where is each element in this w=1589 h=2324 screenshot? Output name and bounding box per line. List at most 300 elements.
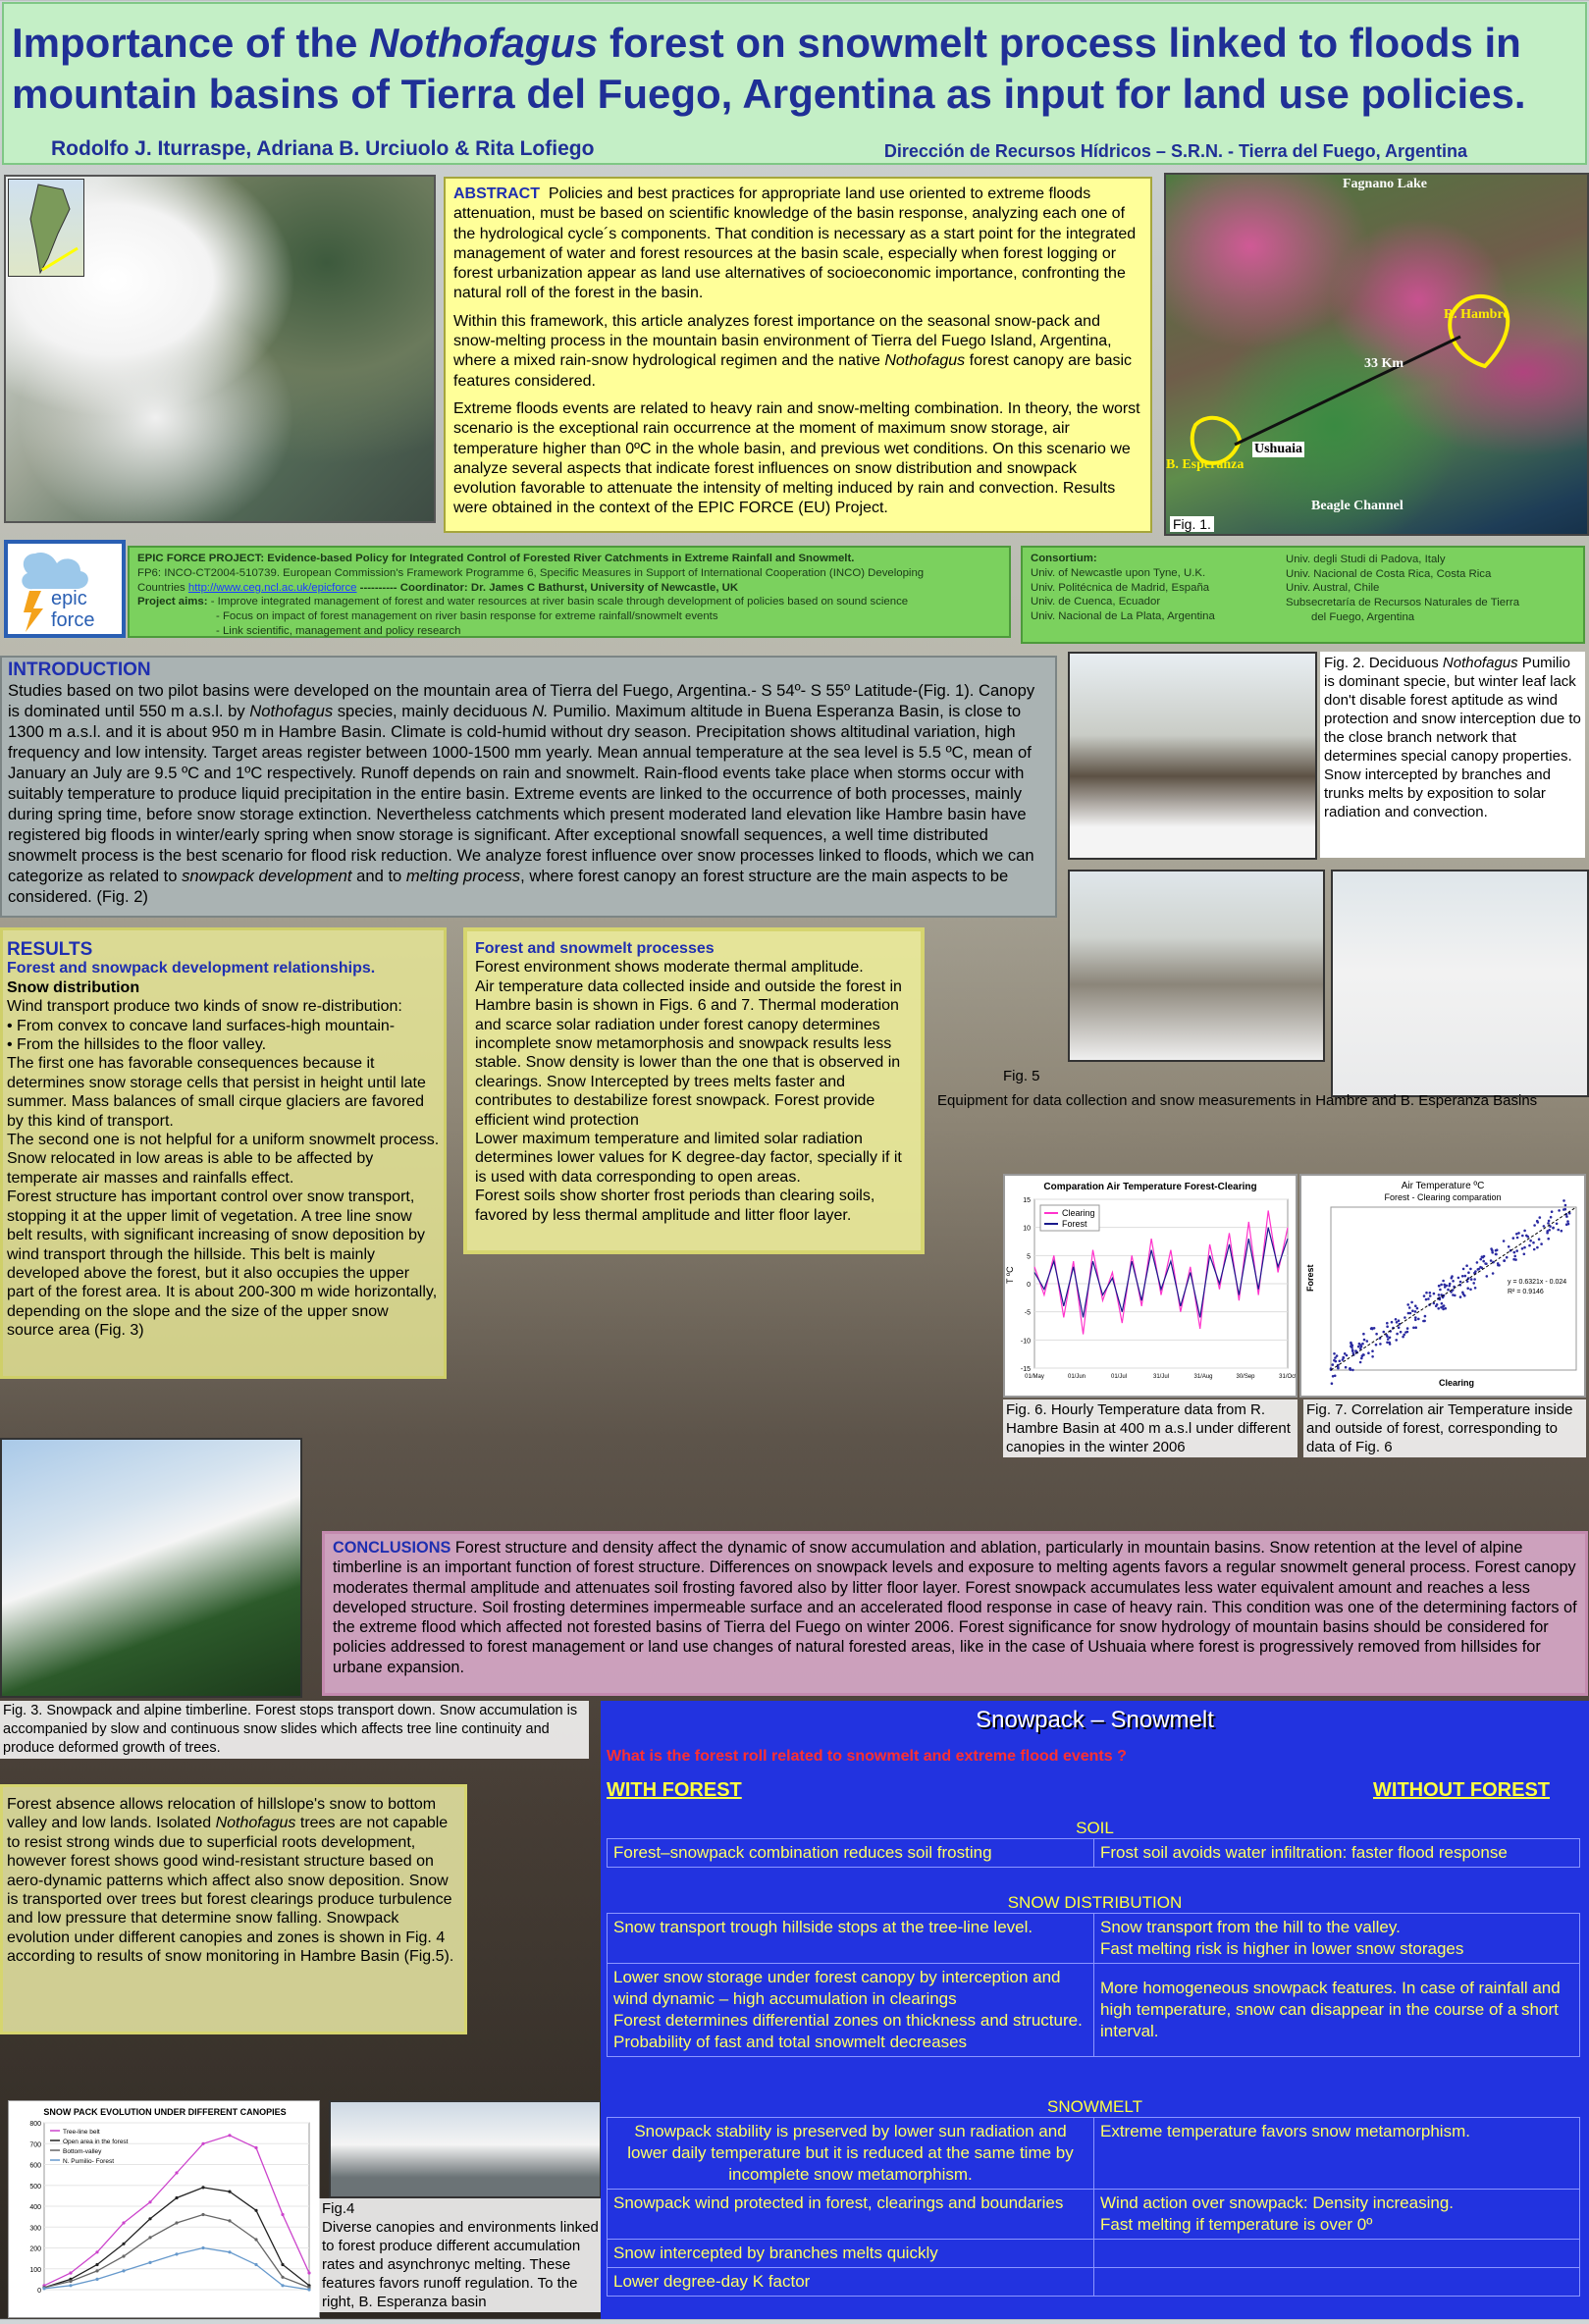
scatter-point [1423,1294,1426,1297]
scatter-point [1459,1281,1462,1284]
scatter-point [1398,1326,1401,1329]
scatter-point [1567,1223,1570,1226]
scatter-point [1440,1284,1443,1287]
series-point [228,2250,231,2253]
series-point [122,2254,125,2257]
scatter-point [1379,1343,1382,1346]
series-point [307,2271,310,2274]
epic-title: EPIC FORCE PROJECT: Evidence-based Policy for Integrated Control of Forested River Catchments in Extreme Rainfall and Snowmelt. [137,553,855,564]
scatter-point [1334,1356,1337,1359]
scatter-point [1474,1287,1477,1290]
scatter-point [1536,1220,1539,1223]
scatter-point [1408,1306,1411,1309]
scatter-point [1386,1342,1389,1345]
y-tick-label: 0 [1027,1282,1031,1289]
consortium-member: del Fuego, Argentina [1311,610,1415,623]
map-label-hambre: R. Hambre [1444,307,1510,322]
y-tick-label: 700 [29,2141,41,2149]
scatter-point [1521,1247,1524,1250]
scatter-point [1551,1210,1554,1213]
consortium-member: Univ. Nacional de La Plata, Argentina [1031,610,1215,623]
epic-aim2: - Focus on impact of forest management on river basin response for extreme rainfall/snowmelt events [216,610,718,623]
scatter-point [1391,1321,1394,1324]
scatter-point [1403,1334,1405,1337]
series-point [307,2288,310,2291]
fig4-snowpack-chart [8,2100,320,2318]
table-cell: Snowpack wind protected in forest, clearings and boundaries [613,2193,1064,2212]
series-point [175,2252,178,2255]
epic-line2: FP6: INCO-CT2004-510739. European Commission's Framework Programme 6, Specific Measures in Support of International Cooperation (INCO) Developing [137,566,925,579]
scatter-point [1497,1264,1500,1267]
scatter-point [1462,1268,1465,1271]
snowpack-title: Snowpack – Snowmelt [976,1707,1214,1733]
scatter-point [1395,1318,1398,1321]
map-label-distance: 33 Km [1364,356,1404,371]
scatter-point [1395,1339,1398,1342]
scatter-point [1492,1272,1495,1275]
consortium-heading: Consortium: [1031,553,1097,564]
scatter-point [1360,1357,1363,1360]
table-cell: Wind action over snowpack: Density increasing. Fast melting if temperature is over 0º [1093,2190,1579,2239]
scatter-point [1406,1303,1409,1306]
series-point [201,2213,204,2216]
epic-aim3: - Link scientific, management and policy research [216,624,461,637]
consortium-member: Univ. of Newcastle upon Tyne, U.K. [1031,566,1206,579]
abstract-p1: Policies and best practices for appropriate land use oriented to extreme floods attenuation, must be based on scientific knowledge of the basin response, analyzing each one of the hydrological cycle´s components. That condition is necessary as a start point for the integrated management of water and forest resources at the basin scale, especially when forest logging or forest urbanization appear as land use alternatives of socioeconomic importance, confronting the natural roll of the forest in the basin. [453,185,1137,302]
fig4-esperanza-photo [329,2100,602,2198]
scatter-point [1447,1289,1450,1292]
fig5-label: Fig. 5 [1003,1068,1040,1084]
scatter-point [1389,1337,1392,1340]
scatter-point [1359,1361,1362,1364]
series-point [148,2261,151,2264]
table-cell: Snow transport from the hill to the valley. Fast melting risk is higher in lower snow storages [1093,1914,1579,1963]
abstract-box [444,177,1152,533]
scatter-point [1467,1271,1470,1274]
scatter-point [1361,1343,1364,1346]
table-row [608,1914,1579,1963]
y-tick-label: -10 [1020,1338,1031,1346]
scatter-point [1351,1349,1354,1352]
fig5-caption: Equipment for data collection and snow measurements in Hambre and B. Esperanza Basins [937,1092,1538,1109]
intro-body: Studies based on two pilot basins were developed on the mountain area of Tierra del Fuego, Argentina.- S 54º- S 55º Latitude-(Fig. 1). Canopy is dominated until 550 m a.s.l. by Nothofagus species, mainly deciduous N. Pumilio. Maximum altitude in Buena Esperanza Basin, is close to 1300 m a.s.l. and it is about 950 m in Hambre Basin. Climate is cold-humid without dry season. Precipitation shows altitudinal variation, high frequency and low intensity. Target areas register between 1000-1500 mm yearly. Mean annual temperature at the sea level is 5.5 ºC, mean of January an July are 9.5 ºC and 1ºC respectively. Runoff depends on rain and snowmelt. Rain-flood events take place when storms occur with suitably temperature to produce liquid precipitation in the entire basin. Extreme events are linked to the occurrence of both processes, mainly during spring time, before snow storage extinction. Nevertheless catchments which present moderated land elevation like Hambre basin have registered big floods in winter/early spring when snow storage is significant. After exceptional snowfall sequences, a well time distributed snowmelt process is the best scenario for flood risk reduction. We analyze forest influence over snow processes linked to floods, which we can categorize as related to snowpack development and to melting process, where forest canopy an forest structure are the main aspects to be considered. (Fig. 2) [8,681,1035,906]
scatter-point [1429,1294,1432,1297]
scatter-point [1406,1327,1409,1330]
series-point [201,2246,204,2249]
series-point [281,2263,284,2266]
fig7-xlabel: Clearing [1439,1378,1475,1388]
svg-text:epic: epic [51,588,87,609]
scatter-point [1495,1253,1498,1256]
results-section [0,927,447,1379]
scatter-point [1490,1247,1493,1250]
fig7-chart-subtitle: Forest - Clearing comparation [1384,1192,1502,1202]
scatter-point [1503,1259,1506,1262]
scatter-point [1481,1255,1484,1258]
scatter-point [1438,1285,1441,1288]
fig6-caption: Fig. 6. Hourly Temperature data from R. Hambre Basin at 400 m a.s.l under different canopies in the winter 2006 [1003,1400,1298,1457]
scatter-point [1386,1322,1389,1325]
series-point [95,2278,98,2281]
scatter-point [1416,1307,1419,1310]
series-point [281,2276,284,2279]
scatter-point [1512,1237,1515,1240]
table-cell: Snow transport trough hillside stops at the tree-line level. [613,1918,1033,1936]
scatter-point [1342,1356,1345,1359]
scatter-point [1547,1222,1550,1225]
fig7-chart-title: Air Temperature ºC [1401,1181,1485,1191]
scatter-point [1452,1280,1455,1283]
series-point [228,2191,231,2193]
map-label-lake: Fagnano Lake [1343,177,1427,191]
fig6-ylabel: T ºC [1005,1266,1015,1284]
fig6-chart-title: Comparation Air Temperature Forest-Clearing [1043,1182,1257,1192]
scatter-point [1469,1268,1472,1271]
scatter-point [1557,1229,1560,1232]
consortium-box [1021,546,1585,644]
intro-heading: INTRODUCTION [8,660,151,680]
scatter-point [1536,1246,1539,1249]
scatter-point [1513,1255,1516,1258]
x-tick-label: 01/May [1025,1374,1044,1380]
series-point [281,2284,284,2287]
scatter-point [1539,1216,1542,1219]
scatter-point [1486,1275,1489,1278]
scatter-point [1523,1246,1526,1249]
scatter-point [1429,1292,1432,1294]
results-subheading: Forest and snowpack development relationships. [7,960,376,977]
scatter-point [1523,1230,1526,1233]
scatter-point [1375,1344,1378,1347]
scatter-point [1332,1363,1335,1366]
forest-snowmelt-body: Forest environment shows moderate thermal amplitude. Air temperature data collected inside and outside the forest in Hambre basin is shown in Figs. 6 and 7. Thermal moderation and scarce solar radiation under forest canopy determines incomplete snow metamorphosis and snowpack results less stable. Snow density is lower than the one that is observed in clearings. Snow Intercepted by trees melts faster and contributes to destabilize forest snowpack. Forest provide efficient wind protection Lower maximum temperature and limited solar radiation determines lower values for K degree-day factor, specially if it is used with data corresponding to open areas. Forest soils show shorter frost periods than clearing soils, favored by less thermal amplitude and litter floor layer. [475,959,902,1224]
scatter-point [1457,1277,1460,1280]
scatter-point [1412,1327,1415,1330]
y-tick-label: 5 [1027,1253,1031,1261]
epic-line3: Countries http://www.ceg.ncl.ac.uk/epicforce ---------- Coordinator: Dr. James C Bathurst, University of Newcastle, UK [137,581,739,594]
scatter-point [1339,1360,1342,1363]
scatter-point [1442,1280,1445,1283]
scatter-point [1389,1343,1392,1346]
scatter-point [1517,1232,1520,1235]
svg-text:R² = 0.9146: R² = 0.9146 [1508,1289,1544,1295]
scatter-point [1533,1248,1536,1251]
consortium-member: Univ. degli Studi di Padova, Italy [1286,553,1446,565]
scatter-point [1375,1333,1378,1336]
scatter-point [1463,1294,1466,1297]
poster-title: Importance of the Nothofagus forest on snowmelt process linked to floods in mountain basins of Tierra del Fuego, Argentina as input for land use policies. [12,20,1526,117]
scatter-point [1363,1339,1366,1342]
scatter-point [1476,1261,1479,1264]
table-cell: Lower snow storage under forest canopy by interception and wind dynamic – high accumulation in clearings Forest determines differential zones on thickness and structure. Probability of fast and total snowmelt decreases [613,1968,1083,2051]
epic-link[interactable]: http://www.ceg.ncl.ac.uk/epicforce [187,581,357,594]
distribution-grid [607,1913,1580,2057]
fig5-photo-measurement [1331,870,1589,1097]
scatter-point [1482,1260,1485,1263]
scatter-point [1404,1316,1406,1319]
series-point [95,2269,98,2272]
fig7-correlation-chart [1299,1174,1586,1398]
scatter-point [1513,1251,1516,1254]
scatter-point [1333,1359,1336,1362]
scatter-point [1465,1264,1468,1267]
scatter-point [1472,1282,1475,1285]
abstract-heading: ABSTRACT [453,185,540,202]
scatter-point [1454,1294,1457,1297]
table-cell: More homogeneous snowpack features. In case of rainfall and high temperature, snow can disappear in the course of a short interval. [1093,1964,1579,2056]
conclusions-section [322,1531,1588,1696]
table-cell [1093,2240,1579,2267]
series-point [254,2263,257,2266]
series-point [175,2171,178,2174]
forest-snowmelt-heading: Forest and snowmelt processes [475,940,715,957]
scatter-point [1546,1230,1549,1233]
scatter-point [1558,1209,1561,1212]
scatter-point [1448,1285,1451,1288]
series-point [254,2238,257,2241]
scatter-point [1398,1319,1401,1322]
scatter-point [1566,1220,1569,1223]
series-point [254,2146,257,2149]
y-tick-label: 0 [37,2288,41,2295]
table-cell: Snow intercepted by branches melts quickly [613,2244,938,2262]
series-point [148,2200,151,2203]
scatter-point [1528,1244,1531,1247]
x-tick-label: 01/Jun [1067,1374,1086,1380]
scatter-point [1331,1382,1334,1385]
series-point [122,2243,125,2245]
scatter-point [1564,1204,1567,1207]
introduction-section [0,656,1057,918]
scatter-point [1371,1355,1374,1358]
scatter-point [1411,1309,1414,1312]
scatter-point [1406,1331,1409,1334]
scatter-point [1402,1336,1404,1339]
scatter-point [1400,1331,1403,1334]
forest-absence-section: Forest absence allows relocation of hillslope's snow to bottom valley and low lands. Isolated Nothofagus trees are not capable to resist strong winds due to superficial roots development, however forest shows good wind-resistant structure based on aero-dynamic patterns which affect also snow deposition. Snow is transported over trees but forest clearings produce turbulence and low pressure that determine snow falling. Snowpack evolution under different canopies and zones is shown in Fig. 4 according to results of snow monitoring in Hambre Basin (Fig.5). [0,1784,467,2034]
scatter-point [1485,1262,1488,1265]
scatter-point [1508,1245,1510,1248]
y-tick-label: 100 [29,2266,41,2274]
scatter-point [1532,1241,1535,1244]
title-banner [2,2,1587,165]
scatter-point [1533,1224,1536,1227]
scatter-point [1461,1275,1464,1278]
series-point [175,2221,178,2224]
scatter-point [1491,1251,1494,1254]
scatter-point [1451,1277,1454,1280]
scatter-point [1521,1235,1524,1238]
series-point [69,2280,72,2283]
fig6-legend-clearing: Clearing [1062,1208,1095,1218]
map-label-ushuaia: Ushuaia [1254,442,1303,456]
table-row [608,2189,1579,2239]
x-tick-label: 31/Jul [1152,1374,1170,1380]
snow-distribution-heading: Snow distribution [7,978,140,996]
table-cell: Forest–snowpack combination reduces soil frosting [613,1843,992,1862]
fig3-timberline-photo [0,1438,302,1698]
affiliation: Dirección de Recursos Hídricos – S.R.N. - Tierra del Fuego, Argentina [883,141,1467,161]
x-tick-label: 31/Aug [1193,1374,1213,1380]
fig2-forest-photo [1068,652,1317,860]
epic-force-logo [4,540,126,638]
series-point [42,2287,45,2290]
scatter-point [1525,1235,1528,1238]
scatter-point [1529,1240,1532,1242]
scatter-point [1439,1289,1442,1292]
scatter-point [1496,1248,1499,1251]
epic-aims: Project aims: - Improve integrated management of forest and water resources at river basin scale through development of policies based on sound science [137,596,909,608]
scatter-point [1547,1238,1550,1241]
series-point [122,2221,125,2224]
abstract-p2: Within this framework, this article analyzes forest importance on the seasonal snow-pack and snow-melting process in the mountain basin environment of Tierra del Fuego Island, Argentina, where a mixed rain-snow hydrological regimen and the native Nothofagus forest canopy are basic features considered. [453,312,1133,390]
scatter-point [1425,1298,1428,1301]
fig6-temperature-chart [1003,1174,1298,1398]
scatter-point [1414,1304,1417,1307]
epic-force-project-box [128,546,1011,638]
y-tick-label: 800 [29,2121,41,2128]
fig7-caption: Fig. 7. Correlation air Temperature inside and outside of forest, corresponding to data of Fig. 6 [1303,1400,1586,1457]
series-point [95,2263,98,2266]
scatter-point [1357,1346,1360,1348]
results-heading: RESULTS [7,939,93,960]
distribution-section-title: SNOW DISTRIBUTION [1007,1893,1183,1912]
fig4-caption: Fig.4 Diverse canopies and environments linked to forest produce different accumulation rates and asynchronyc melting. These features favors runoff regulation. To the right, B. Esperanza basin [319,2198,604,2312]
scatter-point [1464,1275,1467,1278]
map-label-esperanza: B. Esperanza [1166,457,1245,472]
scatter-point [1490,1259,1493,1262]
map-label-channel: Beagle Channel [1311,499,1404,513]
scatter-point [1437,1307,1440,1310]
fig5-photo-equipment [1068,870,1325,1062]
soil-grid [607,1838,1580,1868]
series-point [281,2213,284,2216]
scatter-point [1371,1327,1374,1330]
consortium-member: Subsecretaría de Recursos Naturales de Tierra [1286,597,1520,609]
series-point [175,2196,178,2199]
snowmelt-section-title: SNOWMELT [1047,2097,1142,2116]
scatter-point [1362,1353,1365,1356]
x-tick-label: 31/Oct [1279,1374,1296,1380]
scatter-point [1424,1315,1427,1318]
series-point [201,2142,204,2145]
scatter-point [1396,1333,1399,1336]
scatter-point [1386,1325,1389,1328]
snowpack-snowmelt-table [601,1701,1589,2319]
scatter-point [1366,1340,1369,1343]
scatter-point [1441,1302,1444,1305]
scatter-point [1351,1369,1354,1372]
series-point [254,2209,257,2212]
series-point [201,2186,204,2189]
abstract-p3: Extreme floods events are related to heavy rain and snow-melting combination. In theory, the worst scenario is the exceptional rain occurrence at the moment of maximum snow storage, air temperature higher than 0ºC in the whole basin, and previous wet conditions. On this scenario we analyze several aspects that indicate forest influences on snow distribution and snowpack evolution favorable to attenuate the intensity of melting induced by rain and convection. Results were obtained in the context of the EPIC FORCE (EU) Project. [453,399,1140,517]
scatter-point [1563,1208,1565,1211]
fig7-ylabel: Forest [1305,1264,1315,1292]
results-body: Wind transport produce two kinds of snow re-distribution: • From convex to concave land surfaces-high mountain- • From the hillsides to the floor valley. The first one has favorable consequences because it determines snow storage cells that persist in height until late summer. Mass balances of small cirque glaciers are favored by this kind of transport. The second one is not helpful for a uniform snowmelt process. Snow relocated in low areas is able to be affected by temperate air masses and rainfalls effect. Forest structure has important control over snow transport, stopping it at the upper limit of vegetation. A tree line snow belt results, with significant increasing of snow deposition by wind transport through the hillside. This belt is mainly developed above the forest, but it also occupies the upper part of the forest area. It is about 200-300 m wide horizontally, depending on the slope and the size of the upper snow source area (Fig. 3) [7,998,440,1340]
scatter-point [1414,1326,1417,1329]
scatter-point [1540,1242,1543,1245]
scatter-point [1414,1319,1417,1322]
consortium-member: Univ. Politécnica de Madrid, España [1031,581,1210,594]
scatter-point [1470,1278,1473,1281]
scatter-point [1443,1304,1446,1307]
scatter-point [1479,1258,1482,1261]
series-point [148,2236,151,2239]
scatter-point [1425,1292,1428,1294]
snowpack-question: What is the forest roll related to snowmelt and extreme flood events ? [607,1748,1127,1765]
scatter-point [1469,1289,1472,1292]
scatter-point [1344,1352,1347,1355]
scatter-point [1417,1318,1420,1321]
x-tick-label: 30/Sep [1236,1374,1255,1380]
consortium-member: Univ. Nacional de Costa Rica, Costa Rica [1286,567,1492,580]
legend-label: Bottom-valley [63,2148,102,2155]
scatter-point [1466,1287,1469,1290]
scatter-point [1506,1256,1509,1259]
series-point [228,2219,231,2222]
series-point [122,2269,125,2272]
table-row [608,2267,1579,2296]
scatter-point [1548,1220,1551,1223]
y-tick-label: -15 [1020,1366,1031,1373]
scatter-point [1523,1253,1526,1256]
scatter-point [1438,1294,1441,1296]
soil-section-title: SOIL [1076,1819,1114,1837]
series-point [69,2284,72,2287]
scatter-point [1512,1258,1515,1261]
y-tick-label: 10 [1023,1225,1031,1233]
with-forest-header: WITH FOREST [607,1779,742,1801]
series-point [228,2134,231,2137]
y-tick-label: 300 [29,2225,41,2233]
scatter-point [1515,1249,1518,1252]
study-area-map [1164,173,1589,536]
scatter-point [1550,1216,1553,1219]
scatter-point [1422,1320,1425,1323]
scatter-point [1349,1367,1351,1370]
fig2-caption: Fig. 2. Deciduous Nothofagus Pumilio is dominant specie, but winter leaf lack don't disable forest aptitude as wind protection and snow interception due to the close branch network that determines special canopy properties. Snow intercepted by branches and trunks melts by exposition to solar radiation and convection. [1320,652,1585,858]
table-row [608,2239,1579,2267]
scatter-point [1561,1230,1563,1233]
scatter-point [1407,1312,1410,1315]
scatter-point [1333,1352,1336,1355]
y-tick-label: 400 [29,2204,41,2211]
scatter-point [1414,1310,1417,1313]
scatter-point [1473,1278,1476,1281]
scatter-point [1516,1237,1519,1240]
scatter-point [1552,1227,1555,1230]
fig4-chart-title: SNOW PACK EVOLUTION UNDER DIFFERENT CANOPIES [43,2107,287,2117]
scatter-point [1443,1284,1446,1287]
scatter-point [1427,1297,1430,1300]
legend-label: Tree-line belt [63,2129,100,2136]
legend-label: Open area in the forest [63,2139,129,2145]
fig6-legend-forest: Forest [1062,1219,1087,1229]
scatter-point [1367,1351,1370,1354]
table-cell: Lower degree-day K factor [613,2272,811,2291]
scatter-point [1435,1305,1438,1308]
fig7-annotation: y = 0.6321x - 0.024 [1508,1279,1567,1286]
y-tick-label: 200 [29,2245,41,2253]
series-point [95,2250,98,2253]
table-cell: Extreme temperature favors snow metamorphism. [1093,2118,1579,2189]
y-tick-label: 500 [29,2183,41,2191]
scatter-point [1477,1268,1480,1271]
without-forest-header: WITHOUT FOREST [1373,1779,1550,1801]
svg-text:force: force [51,609,95,631]
conclusions-body: Forest structure and density affect the dynamic of snow accumulation and ablation, particularly in mountain basins. Snow retention at the level of alpine timberline is an important function of forest structure. Differences on snowpack levels and exposure to melting agents favors a regular snowmelt general process. Forest canopy moderates thermal amplitude and attenuates soil frosting favored also by litter floor layer. Forest snowpack accumulates less water equivalent amount and reaches a less developed structure. Soil frosting determines impermeable surface and an accelerated flood response in case of heavy rain. This condition was one of the determining factors of the extreme flood which affected not forested basins of Tierra del Fuego on winter 2006. Forest significance for snow hydrology of mountain basins should be considered for policies addressed to forest management or land use changes of natural forested areas, like in the case of Ushuaia where forest is progressively removed from hillsides for urbane expansion. [333,1539,1577,1676]
south-america-inset-map [8,179,84,277]
